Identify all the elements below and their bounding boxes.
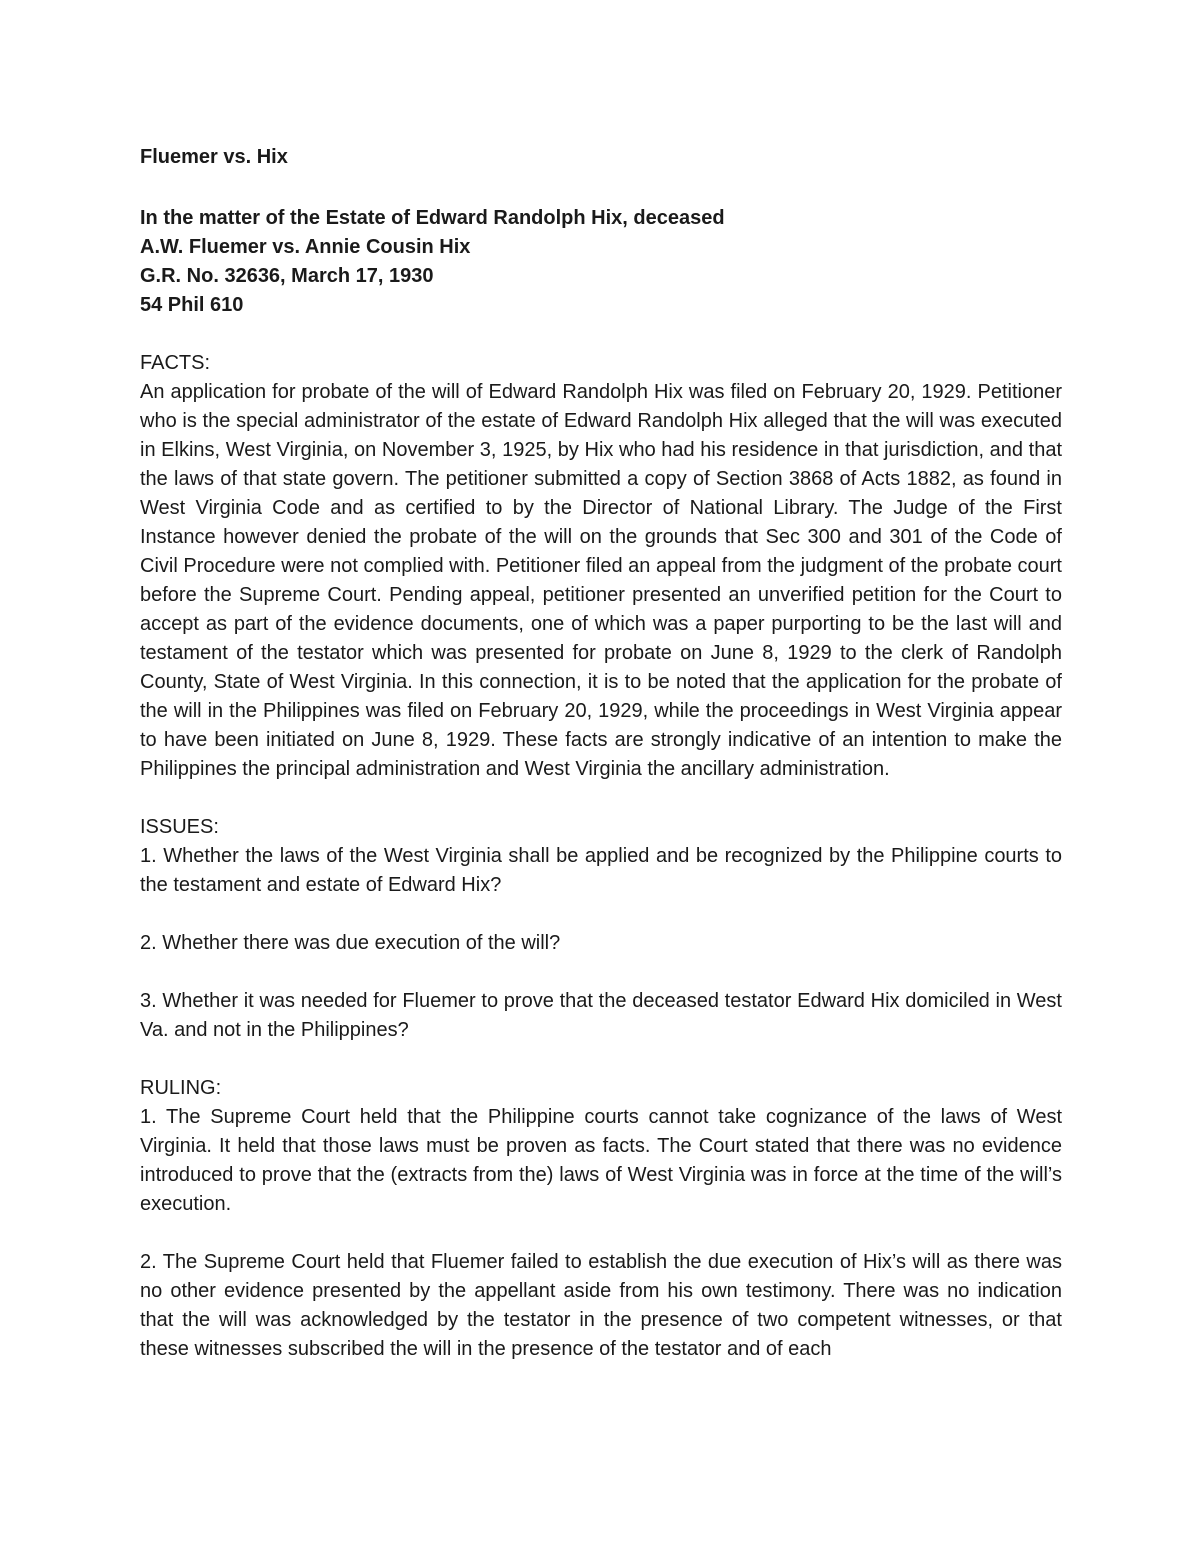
section-spacer [140,1219,1062,1248]
section-spacer [140,1045,1062,1074]
section-spacer [140,784,1062,813]
issue-item-1: 1. Whether the laws of the West Virginia shall be applied and be recognized by the Philippine courts to the testament and estate of Edward Hix? [140,845,1062,896]
ruling-item-1: 1. The Supreme Court held that the Philippine courts cannot take cognizance of the laws of West Virginia. It held that those laws must be proven as facts. The Court stated that there was no evidence introduced to prove that the (extracts from the) laws of West Virginia was in force at the time of the will’s execution. [140,1106,1062,1215]
case-parties: A.W. Fluemer vs. Annie Cousin Hix [140,236,471,258]
ruling-heading: RULING: [140,1077,222,1099]
facts-heading: FACTS: [140,352,211,374]
case-citation-block [140,204,1062,320]
facts-paragraph: An application for probate of the will of Edward Randolph Hix was filed on February 20, 1929. Petitioner who is the special administrator of the estate of Edward Randolph Hix alleged that the will was executed in Elkins, West Virginia, on November 3, 1925, by Hix who had his residence in that jurisdiction, and that the laws of that state govern. The petitioner submitted a copy of Section 3868 of Acts 1882, as found in West Virginia Code and as certified to by the Director of National Library. The Judge of the First Instance however denied the probate of the will on the grounds that Sec 300 and 301 of the Code of Civil Procedure were not complied with. Petitioner filed an appeal from the judgment of the probate court before the Supreme Court. Pending appeal, petitioner presented an unverified petition for the Court to accept as part of the evidence documents, one of which was a paper purporting to be the last will and testament of the testator which was presented for probate on June 8, 1929 to the clerk of Randolph County, State of West Virginia. In this connection, it is to be noted that the application for the probate of the will in the Philippines was filed on February 20, 1929, while the proceedings in West Virginia appear to have been initiated on June 8, 1929. These facts are strongly indicative of an intention to make the Philippines the principal administration and West Virginia the ancillary administration. [140,381,1062,780]
issues-heading: ISSUES: [140,816,219,838]
section-spacer [140,958,1062,987]
document-title: Fluemer vs. Hix [140,146,288,168]
case-reporter: 54 Phil 610 [140,294,244,316]
ruling-item-2: 2. The Supreme Court held that Fluemer failed to establish the due execution of Hix’s will as there was no other evidence presented by the appellant aside from his own testimony. There was no indication that the will was acknowledged by the testator in the presence of two competent witnesses, or that these witnesses subscribed the will in the presence of the testator and of each [140,1251,1062,1360]
document-page [140,143,1062,1364]
issue-item-2: 2. Whether there was due execution of the will? [140,932,561,954]
section-spacer [140,900,1062,929]
case-gr-number: G.R. No. 32636, March 17, 1930 [140,265,434,287]
issue-item-3: 3. Whether it was needed for Fluemer to prove that the deceased testator Edward Hix domiciled in West Va. and not in the Philippines? [140,990,1062,1041]
case-caption: In the matter of the Estate of Edward Randolph Hix, deceased [140,207,725,229]
